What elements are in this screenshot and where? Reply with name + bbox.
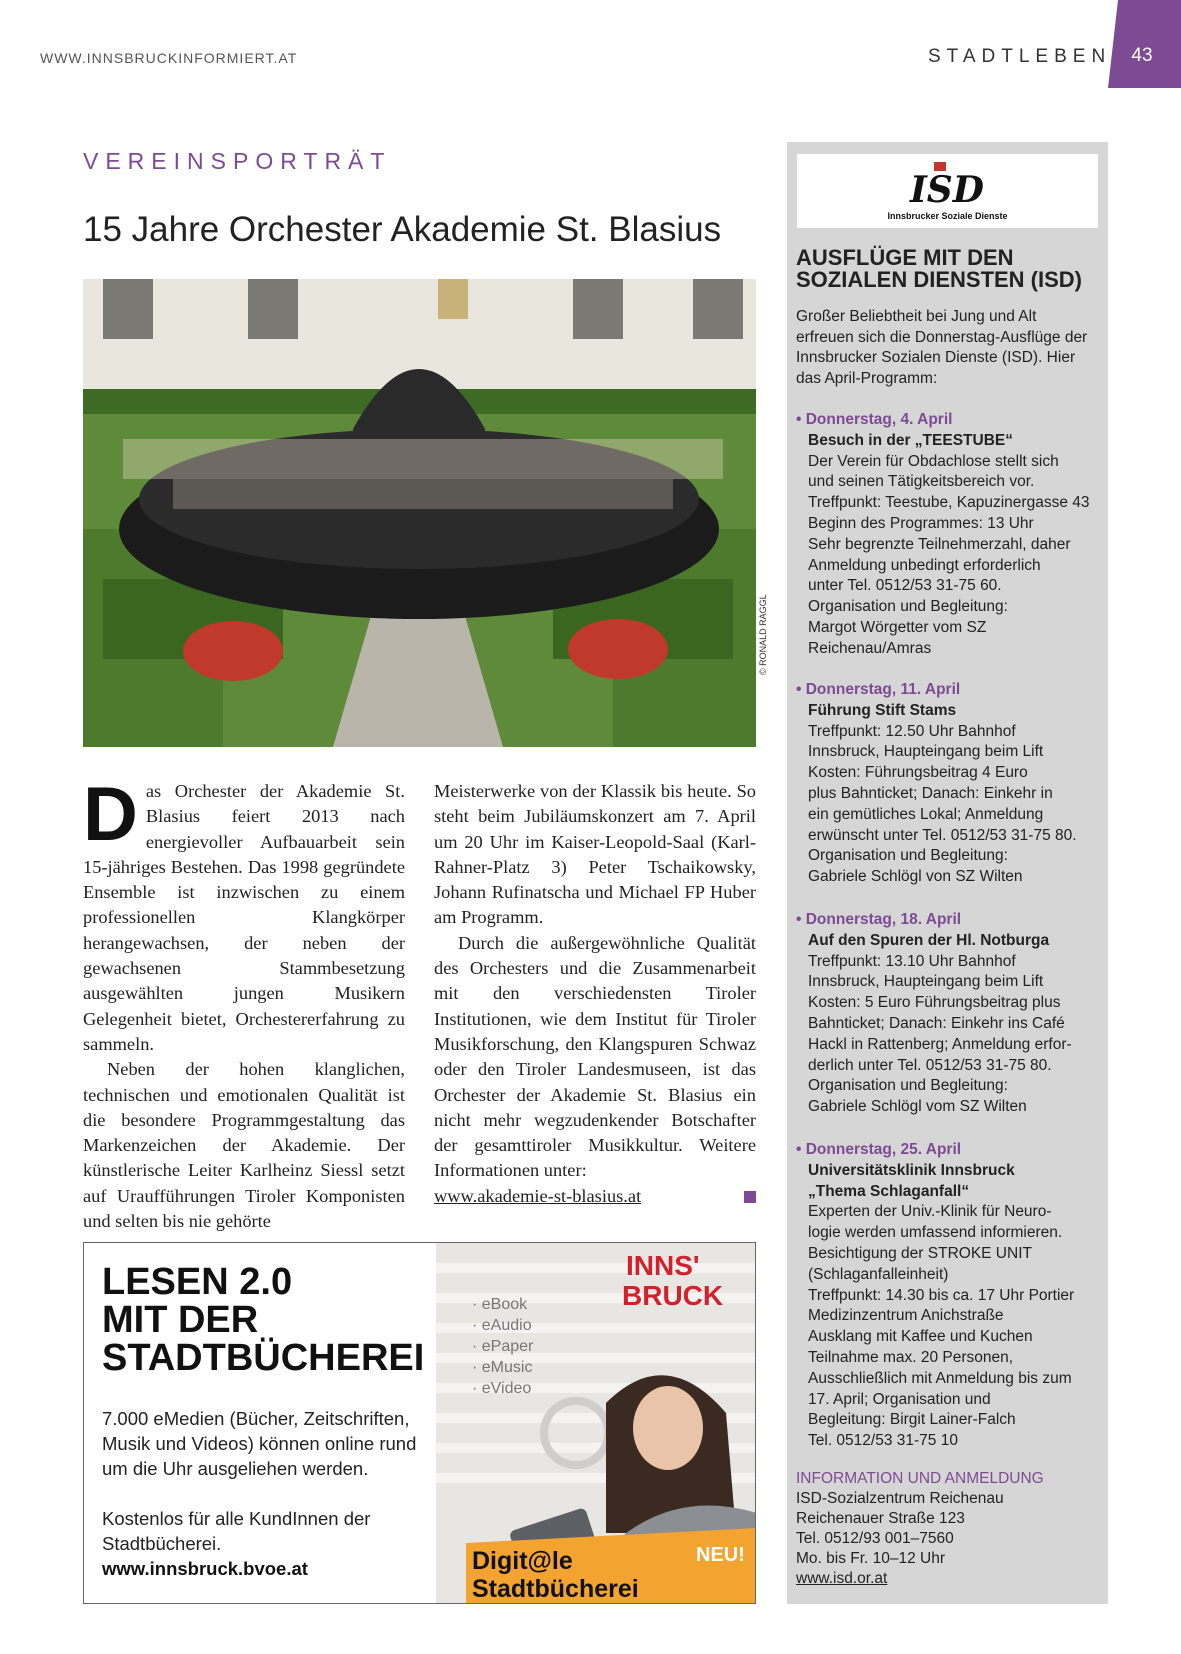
page-number: 43 [1131, 45, 1153, 66]
article-column-2 [434, 779, 756, 1209]
event-line: Experten der Univ.-Klinik für Neuro- [808, 1203, 1052, 1221]
ad-title-line: MIT DER [102, 1299, 259, 1341]
event-line: Treffpunkt: 14.30 bis ca. 17 Uhr Portier [808, 1286, 1075, 1304]
new-badge: NEU! [696, 1544, 745, 1566]
event-line: Gabriele Schlögl von SZ Wilten [808, 868, 1023, 886]
paragraph: Meisterwerke von der Klassik bis heute. So steht beim Jubiläumskonzert am 7. April um 20 Uhr im Kaiser-Leopold-Saal (Karl-Rahner-Platz 3) Peter Tschaikowsky, Johann Rufinatscha und Michael FP Huber am Programm. [434, 781, 756, 928]
ad-image [436, 1243, 756, 1604]
media-list-item: · ePaper [472, 1338, 534, 1355]
event-line: ein gemütliches Lokal; Anmeldung [808, 805, 1044, 823]
event-line: Ausschließlich mit Anmeldung bis zum [808, 1369, 1072, 1387]
event-date: • Donnerstag, 11. April [796, 681, 961, 698]
event-subtitle: „Thema Schlaganfall“ [808, 1182, 970, 1200]
event-line: Ausklang mit Kaffee und Kuchen [808, 1328, 1033, 1346]
event-line: Treffpunkt: 12.50 Uhr Bahnhof [808, 722, 1016, 740]
page-number-tab [1108, 0, 1181, 88]
event-line: Kosten: 5 Euro Führungsbeitrag plus [808, 994, 1061, 1012]
paragraph: Durch die außergewöhnliche Qualität des Orchesters und die Zusammenarbeit mit den verschiedensten Tiroler Institutionen, wie dem Institut für Tiroler Musikforschung, den Klangspuren Schwaz oder den Tiroler Landesmuseen, ist das Orchester der Akademie St. Blasius ein nicht mehr wegzudenkender Botschafter der gesamttiroler Musikkultur. Weitere Informationen unter: [434, 932, 756, 1181]
sidebar-box [787, 142, 1108, 1604]
event-line: Hackl in Rattenberg; Anmeldung erfor- [808, 1035, 1072, 1053]
event-line: Treffpunkt: 13.10 Uhr Bahnhof [808, 952, 1016, 970]
ad-text-2: Kostenlos für alle KundInnen der Stadtbücherei. [102, 1508, 371, 1554]
media-list-item: · eBook [472, 1296, 528, 1313]
event-line: logie werden umfassend informieren. [808, 1224, 1063, 1242]
banner-text: Stadtbücherei [472, 1575, 639, 1603]
event-line: Medizinzentrum Anichstraße [808, 1307, 1004, 1325]
event-line: Teilnahme max. 20 Personen, [808, 1348, 1014, 1366]
event-line: Bahnticket; Danach: Einkehr ins Café [808, 1014, 1065, 1032]
site-url[interactable]: WWW.INNSBRUCKINFORMIERT.AT [40, 50, 298, 66]
event-line: Beginn des Programmes: 13 Uhr [808, 514, 1034, 532]
event-item [796, 910, 1101, 1118]
event-title: Besuch in der „TEESTUBE“ [808, 431, 1013, 449]
event-details [796, 1202, 1101, 1452]
article-link[interactable]: www.akademie-st-blasius.at [434, 1185, 642, 1206]
sidebar-title-line: SOZIALEN DIENSTEN (ISD) [796, 267, 1083, 292]
event-line: Organisation und Begleitung: [808, 847, 1008, 865]
event-date: • Donnerstag, 4. April [796, 411, 953, 428]
event-details [796, 452, 1101, 660]
event-line: Gabriele Schlögl vom SZ Wilten [808, 1098, 1027, 1116]
event-details [796, 722, 1101, 888]
event-line: Anmeldung unbedingt erforderlich [808, 556, 1041, 574]
info-heading: INFORMATION UND ANMELDUNG [796, 1470, 1044, 1487]
info-line: ISD-Sozialzentrum Reichenau [796, 1490, 1004, 1507]
isd-logo-mark [797, 154, 1098, 214]
brand-logo: BRUCK [622, 1280, 724, 1311]
page-tab-shape [1108, 0, 1181, 88]
paragraph: Neben der hohen klanglichen, technischen und emotionalen Qualität ist die besondere Programmgestaltung das Markenzeichen der Akademie. Der künstlerische Leiter Karlheinz Siessl setzt auf Uraufführungen Tiroler Komponisten und selten bis nie gehörte [83, 1059, 405, 1232]
event-details [796, 952, 1101, 1118]
event-line: Innsbruck, Haupteingang beim Lift [808, 743, 1044, 761]
event-line: Margot Wörgetter vom SZ [808, 618, 987, 636]
media-list-item: · eAudio [472, 1317, 532, 1334]
event-line: Innsbruck, Haupteingang beim Lift [808, 973, 1044, 991]
media-list-item: · eVideo [472, 1380, 532, 1397]
event-item [796, 1140, 1101, 1452]
article-column-1 [83, 772, 405, 1234]
event-line: Organisation und Begleitung: [808, 1077, 1008, 1095]
info-line: Reichenauer Straße 123 [796, 1510, 965, 1527]
event-title: Universitätsklinik Innsbruck [808, 1161, 1015, 1179]
event-line: Besichtigung der STROKE UNIT [808, 1244, 1032, 1262]
ad-title-line: LESEN 2.0 [102, 1261, 293, 1303]
event-line: (Schlaganfalleinheit) [808, 1265, 949, 1283]
event-line: und seinen Tätigkeitsbereich vor. [808, 473, 1035, 491]
contact-info [796, 1469, 1096, 1589]
drop-cap: D [83, 772, 138, 857]
event-item [796, 410, 1101, 660]
ad-text: 7.000 eMedien (Bücher, Zeitschriften, Musik und Videos) können online rund um die Uhr ausgeliehen werden. [102, 1408, 417, 1479]
info-line: Tel. 0512/93 001–7560 [796, 1530, 954, 1547]
ad-title-line: STADTBÜCHEREI [102, 1337, 425, 1379]
banner-text: Digit@le [472, 1547, 573, 1575]
article-kicker: VEREINSPORTRÄT [83, 148, 392, 174]
isd-logo-name: Innsbrucker Soziale Dienste [887, 211, 1008, 221]
sidebar-title [796, 247, 1096, 291]
library-advertisement [83, 1242, 756, 1604]
svg-text:ISD: ISD [909, 169, 985, 211]
event-title: Auf den Spuren der Hl. Notburga [808, 931, 1050, 949]
event-title: Führung Stift Stams [808, 701, 957, 719]
event-line: unter Tel. 0512/53 31-75 60. [808, 577, 1002, 595]
orchestra-photo [83, 279, 756, 747]
brand-logo: INNS' [626, 1250, 700, 1281]
event-line: plus Bahnticket; Danach: Einkehr in [808, 784, 1053, 802]
ad-title [102, 1263, 424, 1377]
event-line: Kosten: Führungsbeitrag 4 Euro [808, 764, 1028, 782]
sidebar-title-line: AUSFLÜGE MIT DEN [796, 245, 1014, 270]
sidebar-intro: Großer Beliebtheit bei Jung und Alt erfreuen sich die Donnerstag-Ausflüge der Innsbrucker Sozialen Dienste (ISD). Hier das April-Programm: [796, 308, 1088, 387]
article-headline: 15 Jahre Orchester Akademie St. Blasius [83, 210, 722, 249]
event-item [796, 680, 1101, 888]
info-line: Mo. bis Fr. 10–12 Uhr [796, 1550, 946, 1567]
event-line: Tel. 0512/53 31-75 10 [808, 1432, 958, 1450]
end-mark [744, 1191, 756, 1203]
paragraph: as Orchester der Akademie St. Blasius feiert 2013 nach energievoller Aufbauarbeit sein 15-jähriges Bestehen. Das 1998 gegründete Ensemble ist inzwischen zu einem professionellen Klangkörper herangewachsen, der neben der gewachsenen Stammbesetzung ausgewählten jungen Musikern Gelegenheit bietet, Orchestererfahrung zu sammeln. [83, 781, 405, 1054]
event-date: • Donnerstag, 18. April [796, 911, 962, 928]
media-list-item: · eMusic [472, 1359, 533, 1376]
event-line: Treffpunkt: Teestube, Kapuzinergasse 43 [808, 494, 1090, 512]
section-label: STADTLEBEN [928, 46, 1112, 67]
event-date: • Donnerstag, 25. April [796, 1141, 962, 1158]
event-line: Der Verein für Obdachlose stellt sich [808, 452, 1059, 470]
event-line: derlich unter Tel. 0512/53 31-75 80. [808, 1056, 1052, 1074]
event-line: erwünscht unter Tel. 0512/53 31-75 80. [808, 826, 1077, 844]
isd-logo [797, 154, 1098, 228]
photo-credit: © RONALD RAGGL [758, 594, 768, 675]
event-line: 17. April; Organisation und [808, 1390, 991, 1408]
event-line: Sehr begrenzte Teilnehmerzahl, daher [808, 535, 1071, 553]
ad-url[interactable]: www.innsbruck.bvoe.at [102, 1558, 308, 1579]
event-line: Reichenau/Amras [808, 639, 932, 657]
event-line: Organisation und Begleitung: [808, 598, 1008, 616]
isd-website-link[interactable]: www.isd.or.at [796, 1570, 888, 1587]
event-line: Begleitung: Birgit Lainer-Falch [808, 1411, 1016, 1429]
